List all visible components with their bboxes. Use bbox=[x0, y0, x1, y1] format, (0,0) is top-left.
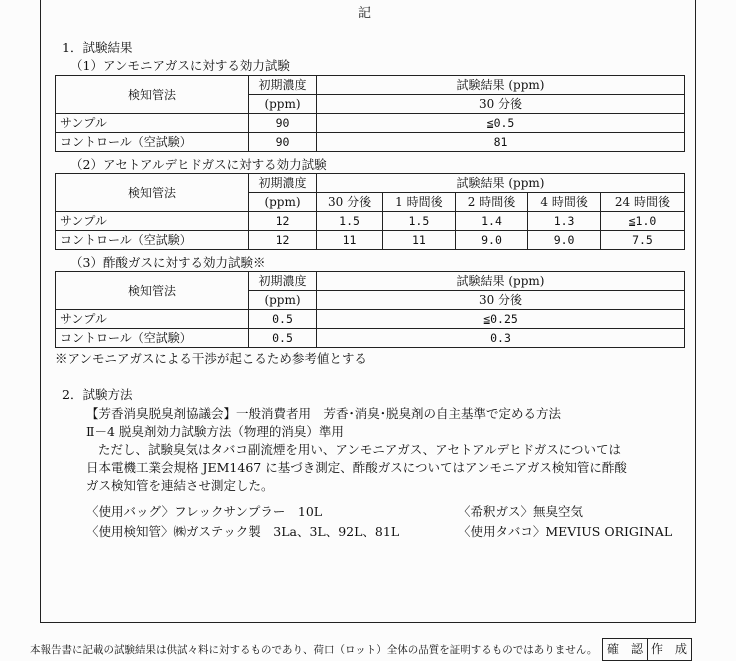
table3 bbox=[55, 271, 685, 348]
row-label: サンプル bbox=[56, 310, 249, 329]
bag-info: 〈使用バッグ〉フレックサンプラー 10L bbox=[86, 504, 323, 519]
cell-value: 11 bbox=[383, 231, 456, 250]
row-label: コントロール（空試験） bbox=[56, 329, 249, 348]
cell-value: 1.5 bbox=[383, 212, 456, 231]
header-time: 4 時間後 bbox=[528, 193, 601, 212]
cell-value: ≦1.0 bbox=[600, 212, 684, 231]
cell-value: ≦0.5 bbox=[317, 114, 685, 133]
row-label: サンプル bbox=[56, 212, 249, 231]
cell-value: 1.4 bbox=[455, 212, 528, 231]
header-result: 試験結果 (ppm) bbox=[317, 174, 685, 193]
stamp-confirm: 確 認 bbox=[602, 638, 648, 661]
table-row bbox=[56, 114, 685, 133]
cell-value: 1.3 bbox=[528, 212, 601, 231]
header-time: 1 時間後 bbox=[383, 193, 456, 212]
header-conc: 初期濃度 bbox=[249, 76, 317, 95]
table1 bbox=[55, 75, 685, 152]
header-time: 24 時間後 bbox=[600, 193, 684, 212]
cell-conc: 0.5 bbox=[249, 310, 317, 329]
tobacco-info: 〈使用タバコ〉MEVIUS ORIGINAL bbox=[458, 524, 673, 539]
dilution-gas-info: 〈希釈ガス〉無臭空気 bbox=[458, 504, 584, 519]
table2 bbox=[55, 173, 685, 250]
row-label: サンプル bbox=[56, 114, 249, 133]
cell-value: 81 bbox=[317, 133, 685, 152]
cell-value: 9.0 bbox=[528, 231, 601, 250]
method-line-2: Ⅱ－4 脱臭剤効力試験方法（物理的消臭）準用 bbox=[86, 424, 344, 439]
header-conc-unit: (ppm) bbox=[249, 291, 317, 310]
table-row bbox=[56, 212, 685, 231]
stamp-create: 作 成 bbox=[647, 638, 692, 661]
method-line-5: ガス検知管を連結させ測定した。 bbox=[86, 478, 274, 493]
header-time: 30 分後 bbox=[317, 95, 685, 114]
method-line-4: 日本電機工業会規格 JEM1467 に基づき測定、酢酸ガスについてはアンモニアガス検知管に酢酸 bbox=[86, 460, 627, 475]
tube-info: 〈使用検知管〉㈱ガステック製 3La、3L、92L、81L bbox=[86, 524, 400, 539]
table-row bbox=[56, 231, 685, 250]
method-line-3: ただし、試験臭気はタバコ副流煙を用い、アンモニアガス、アセトアルデヒドガスについては bbox=[98, 442, 622, 457]
cell-conc: 12 bbox=[249, 212, 317, 231]
cell-value: 7.5 bbox=[600, 231, 684, 250]
header-time: 2 時間後 bbox=[455, 193, 528, 212]
header-time: 30 分後 bbox=[317, 291, 685, 310]
cell-value: 11 bbox=[317, 231, 383, 250]
cell-value: ≦0.25 bbox=[317, 310, 685, 329]
footer-disclaimer: 本報告書に記載の試験結果は供試々料に対するものであり、荷口（ロット）全体の品質を証明するものではありません。 bbox=[30, 644, 598, 656]
header-result: 試験結果 (ppm) bbox=[317, 272, 685, 291]
method-line-1: 【芳香消臭脱臭剤協議会】一般消費者用 芳香･消臭･脱臭剤の自主基準で定める方法 bbox=[86, 406, 562, 421]
header-time: 30 分後 bbox=[317, 193, 383, 212]
header-method: 検知管法 bbox=[56, 76, 249, 114]
table3-title: （3）酢酸ガスに対する効力試験※ bbox=[70, 255, 266, 270]
cell-conc: 90 bbox=[249, 114, 317, 133]
table-row bbox=[56, 310, 685, 329]
header-method: 検知管法 bbox=[56, 174, 249, 212]
header-conc-unit: (ppm) bbox=[249, 193, 317, 212]
cell-value: 9.0 bbox=[455, 231, 528, 250]
header-method: 検知管法 bbox=[56, 272, 249, 310]
cell-conc: 0.5 bbox=[249, 329, 317, 348]
header-conc-unit: (ppm) bbox=[249, 95, 317, 114]
table1-title: （1）アンモニアガスに対する効力試験 bbox=[70, 58, 290, 73]
section1-title: 1．試験結果 bbox=[62, 40, 133, 55]
header-result: 試験結果 (ppm) bbox=[317, 76, 685, 95]
header-conc: 初期濃度 bbox=[249, 272, 317, 291]
cell-value: 1.5 bbox=[317, 212, 383, 231]
table2-title: （2）アセトアルデヒドガスに対する効力試験 bbox=[70, 157, 327, 172]
header-char: 記 bbox=[358, 6, 372, 21]
table-row bbox=[56, 133, 685, 152]
cell-value: 0.3 bbox=[317, 329, 685, 348]
table-row bbox=[56, 329, 685, 348]
cell-conc: 90 bbox=[249, 133, 317, 152]
cell-conc: 12 bbox=[249, 231, 317, 250]
section2-title: 2．試験方法 bbox=[62, 387, 133, 402]
row-label: コントロール（空試験） bbox=[56, 133, 249, 152]
row-label: コントロール（空試験） bbox=[56, 231, 249, 250]
header-conc: 初期濃度 bbox=[249, 174, 317, 193]
footnote: ※アンモニアガスによる干渉が起こるため参考値とする bbox=[55, 351, 367, 366]
